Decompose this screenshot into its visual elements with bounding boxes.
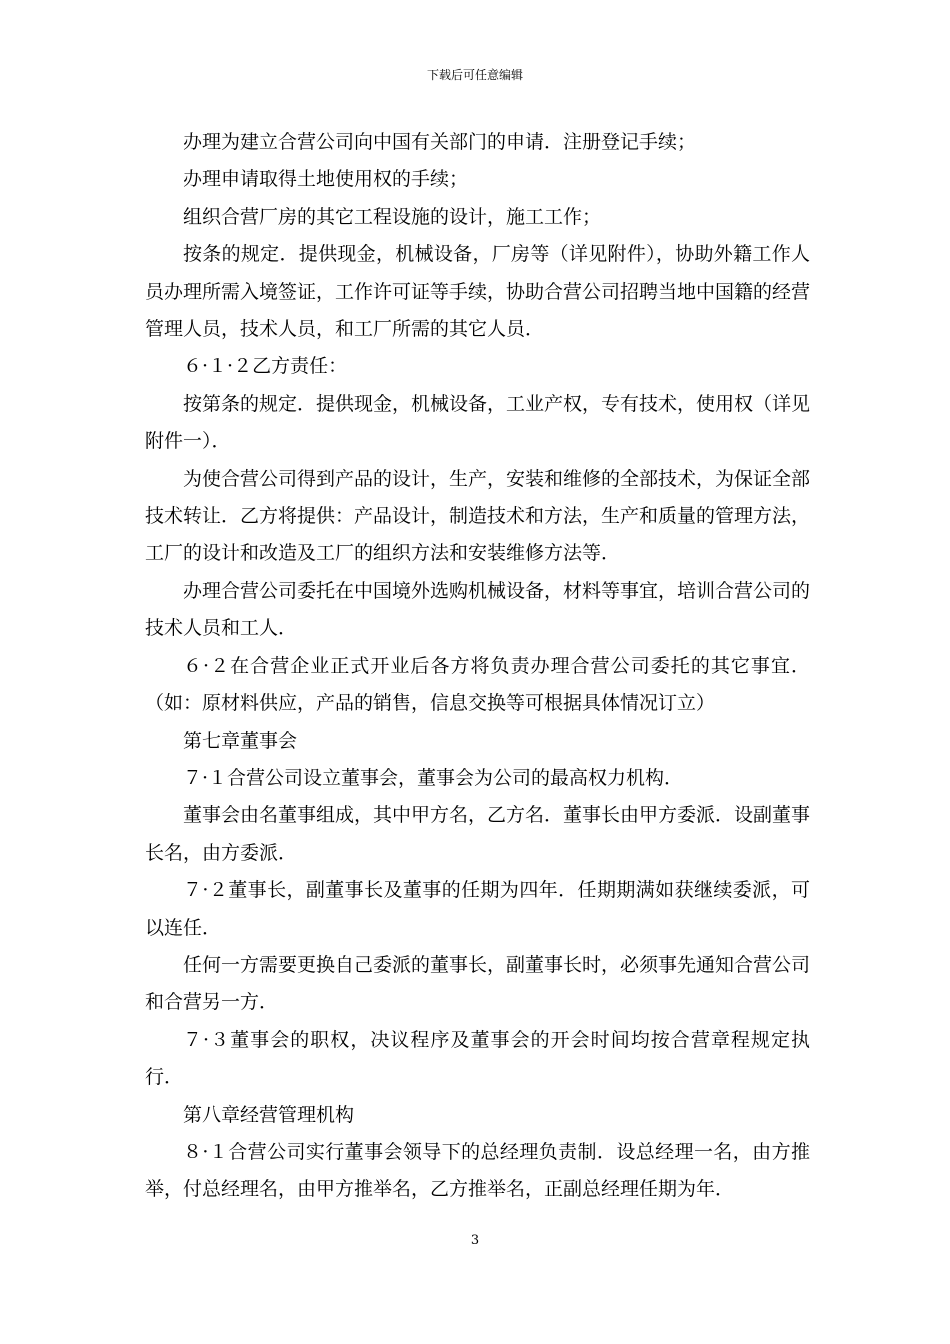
paragraph: 办理申请取得土地使用权的手续； xyxy=(183,168,469,191)
page-number: 3 xyxy=(470,1233,480,1248)
paragraph: ８·１合营公司实行董事会领导下的总经理负责制．设总经理一名，由方推举，付总经理名，由甲方推举名，乙方推举名，正副总经理任期为年． xyxy=(145,1140,810,1201)
paragraph: 办理为建立合营公司向中国有关部门的申请．注册登记手续； xyxy=(183,131,697,153)
chapter-heading: 第七章董事会 xyxy=(183,729,298,752)
paragraph: 组织合营厂房的其它工程设施的设计，施工工作； xyxy=(183,205,602,228)
paragraph: ７·３董事会的职权，决议程序及董事会的开会时间均按合营章程规定执行． xyxy=(145,1028,810,1089)
paragraph: 为使合营公司得到产品的设计，生产，安装和维修的全部技术，为保证全部技术转让．乙方将提供：产品设计，制造技术和方法，生产和质量的管理方法，工厂的设计和改造及工厂的组织方法和安装维修方法等． xyxy=(145,467,811,565)
chapter-heading: 第八章经营管理机构 xyxy=(183,1103,355,1126)
paragraph: 任何一方需要更换自己委派的董事长，副董事长时，必须事先通知合营公司和合营另一方． xyxy=(145,953,811,1014)
section-heading: ６·１·２乙方责任： xyxy=(183,355,348,378)
paragraph: 董事会由名董事组成，其中甲方名，乙方名．董事长由甲方委派．设副董事长名，由方委派． xyxy=(145,804,811,864)
paragraph: 按第条的规定．提供现金，机械设备，工业产权，专有技术，使用权（详见附件一）． xyxy=(145,392,811,453)
document-body xyxy=(145,124,810,1209)
paragraph: ７·１合营公司设立董事会，董事会为公司的最高权力机构． xyxy=(183,766,684,789)
paragraph: ６·２在合营企业正式开业后各方将负责办理合营公司委托的其它事宜．（如：原材料供应，产品的销售，信息交换等可根据具体情况订立） xyxy=(145,654,810,715)
paragraph: ７·２董事长，副董事长及董事的任期为四年．任期期满如获继续委派，可以连任． xyxy=(145,879,810,939)
page-header: 下载后可任意编辑 xyxy=(426,68,523,82)
paragraph: 按条的规定．提供现金，机械设备，厂房等（详见附件），协助外籍工作人员办理所需入境签证，工作许可证等手续，协助合营公司招聘当地中国籍的经营管理人员，技术人员，和工厂所需的其它人员． xyxy=(145,243,811,341)
paragraph: 办理合营公司委托在中国境外选购机械设备，材料等事宜，培训合营公司的技术人员和工人． xyxy=(145,579,811,640)
